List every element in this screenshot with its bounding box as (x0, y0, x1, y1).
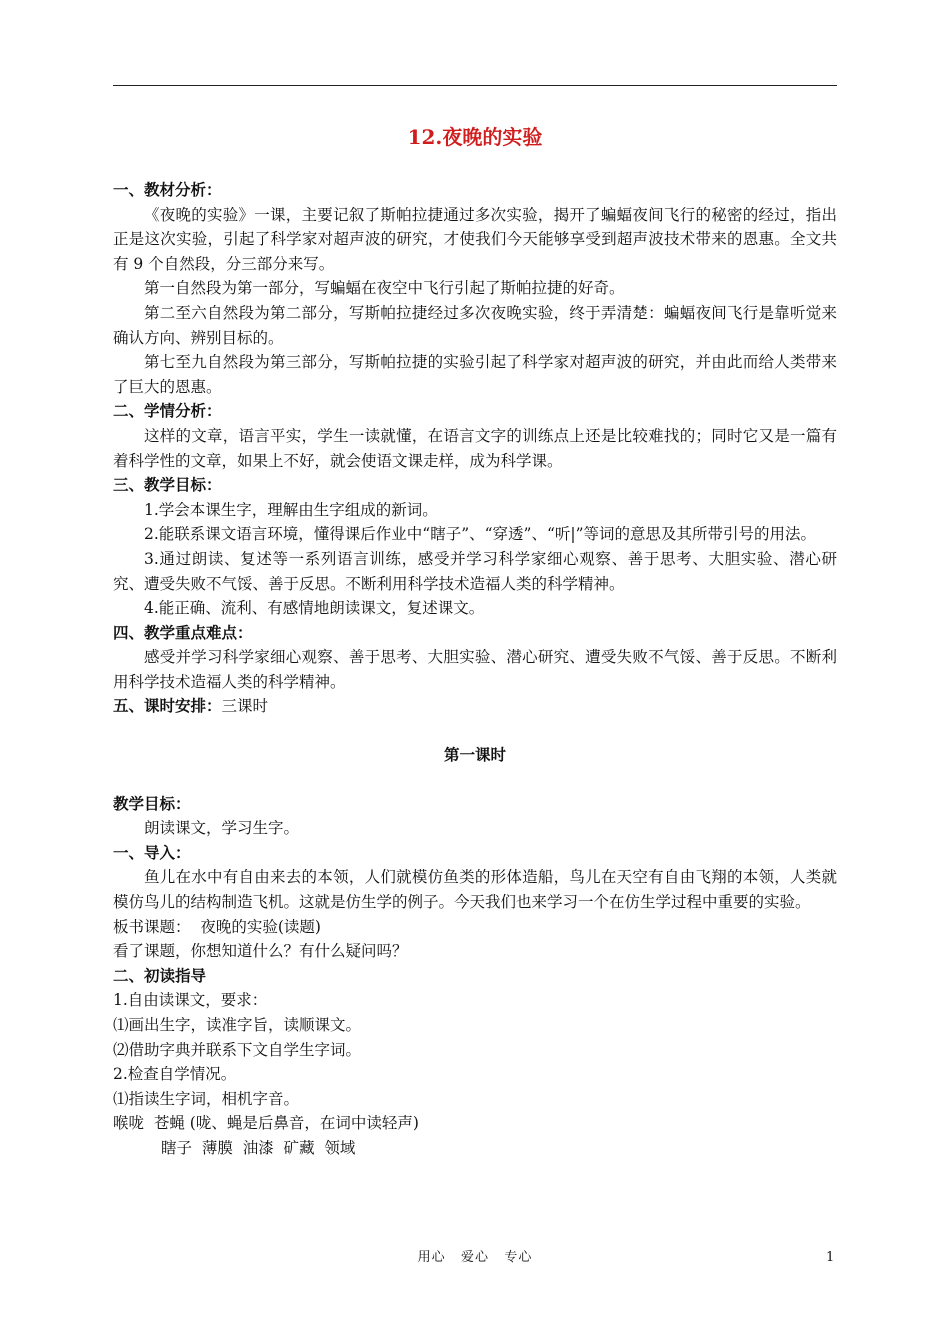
reading-step: ⑴画出生字，读准字旨，读顺课文。 (113, 1016, 362, 1034)
section-key-points (113, 621, 837, 695)
paragraph: 第一自然段为第一部分，写蝙蝠在夜空中飞行引起了斯帕拉捷的好奇。 (144, 279, 625, 298)
board-title: 板书课题： 夜晚的实验(读题) (113, 917, 321, 936)
reading-step: ⑴指读生字词，相机字音。 (113, 1089, 300, 1108)
paragraph: 感受并学习科学家细心观察、善于思考、大胆实验、潜心研究、遭受失败不气馁、善于反思。不断利用科学技术造福人类的科学精神。 (113, 648, 837, 691)
document-body (113, 120, 837, 1161)
footer-motto: 用心 爱心 专心 (417, 1250, 533, 1265)
section-teaching-goals (113, 473, 837, 621)
schedule-value: 三课时 (221, 697, 269, 716)
question-line: 看了课题，你想知道什么？有什么疑问吗？ (113, 942, 408, 961)
lesson-goal-heading: 教学目标： (113, 793, 191, 813)
section-heading: 五、课时安排： (113, 696, 222, 716)
lesson-title: 第一课时 (443, 745, 506, 765)
section-heading: 四、教学重点难点： (113, 622, 253, 642)
goal-item: 2.能联系课文语言环境，懂得课后作业中“瞎子”、“穿透”、“听|”等词的意思及其所带引号的用法。 (144, 525, 817, 544)
paragraph: 《夜晚的实验》一课，主要记叙了斯帕拉捷通过多次实验，揭开了蝙蝠夜间飞行的秘密的经过，指出正是这次实验，引起了科学家对超声波的研究，才使我们今天能够享受到超声波技术带来的恩惠。全文共有 9 个自然段，分三部分来写。 (113, 205, 837, 273)
section-heading: 一、教材分析： (113, 180, 222, 199)
section-student-analysis (113, 399, 837, 473)
paragraph: 第二至六自然段为第二部分，写斯帕拉捷经过多次夜晚实验，终于弄清楚：蝙蝠夜间飞行是靠听觉来确认方向、辨别目标的。 (113, 303, 837, 347)
header-rule (113, 85, 837, 86)
reading-step: 1.自由读课文，要求： (113, 991, 268, 1010)
document-title: 12.夜晚的实验 (407, 125, 543, 149)
reading-step: 2.检查自学情况。 (113, 1065, 237, 1084)
paragraph: 第七至九自然段为第三部分，写斯帕拉捷的实验引起了科学家对超声波的研究，并由此而给人类带来了巨大的恩惠。 (113, 353, 837, 396)
word-list: 喉咙 苍蝇 (咙、蝇是后鼻音，在词中读轻声) (113, 1114, 419, 1133)
reading-step: ⑵借助字典并联系下文自学生字词。 (113, 1040, 362, 1059)
intro-text: 鱼儿在水中有自由来去的本领，人们就模仿鱼类的形体造船，鸟儿在天空有自由飞翔的本领，人类就模仿鸟儿的结构制造飞机。这就是仿生学的例子。今天我们也来学习一个在仿生学过程中重要的实验。 (113, 868, 837, 912)
section-schedule (113, 694, 837, 719)
page-number: 1 (826, 1250, 835, 1265)
word-list: 瞎子 薄膜 油漆 矿藏 领域 (161, 1138, 356, 1157)
paragraph: 这样的文章，语言平实，学生一读就懂，在语言文字的训练点上还是比较难找的；同时它又是一篇有着科学性的文章，如果上不好，就会使语文课走样，成为科学课。 (113, 426, 837, 470)
section-heading: 二、学情分析： (113, 401, 222, 421)
section-heading: 三、教学目标： (113, 475, 222, 495)
lesson-goal-text: 朗读课文，学习生字。 (144, 819, 300, 838)
section-analysis (113, 178, 837, 399)
goal-item: 3.通过朗读、复述等一系列语言训练，感受并学习科学家细心观察、善于思考、大胆实验、潜心研究、遭受失败不气馁、善于反思。不断利用科学技术造福人类的科学精神。 (113, 549, 837, 593)
goal-item: 4.能正确、流利、有感情地朗读课文，复述课文。 (144, 599, 485, 618)
reading-heading: 二、初读指导 (113, 965, 207, 985)
intro-heading: 一、导入： (113, 842, 191, 862)
goal-item: 1.学会本课生字，理解由生字组成的新词。 (144, 500, 438, 519)
